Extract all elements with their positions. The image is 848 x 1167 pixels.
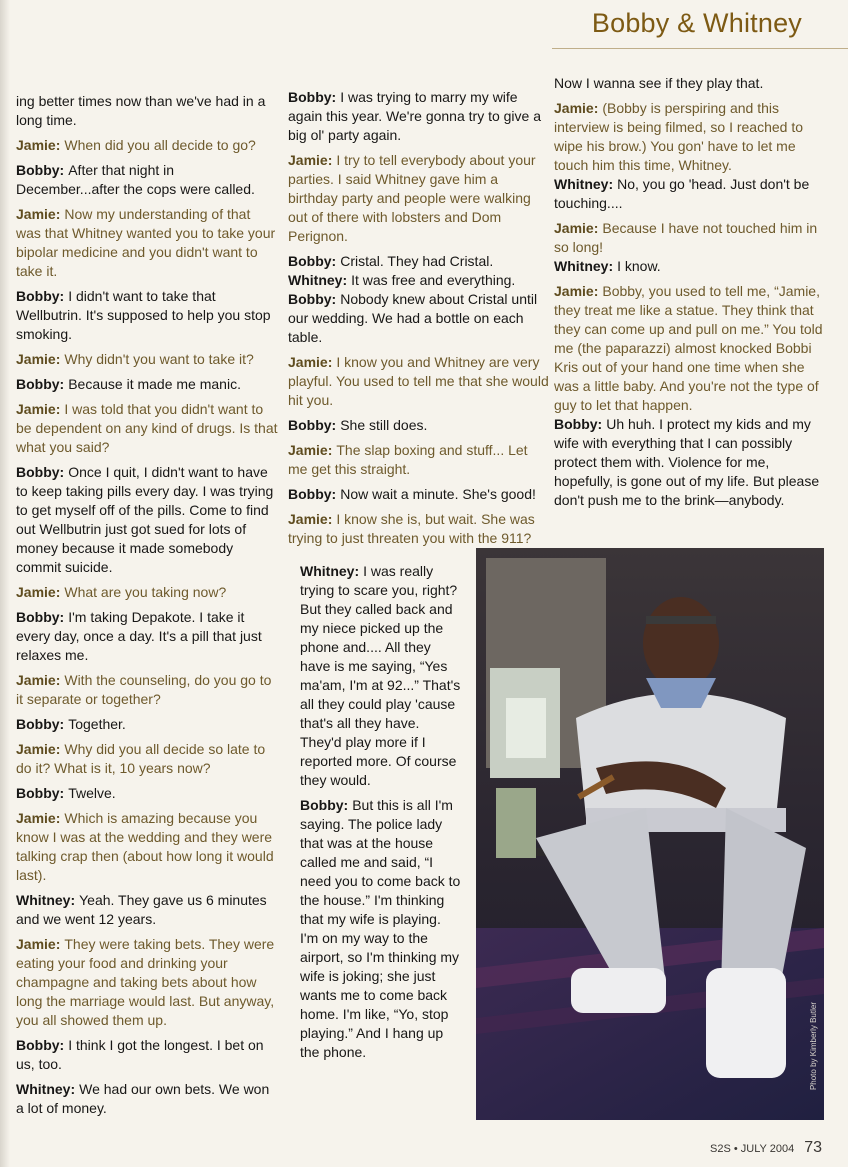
interview-entry <box>288 271 550 290</box>
entry-text: Twelve. <box>68 785 116 801</box>
photo-illustration <box>476 548 824 1120</box>
interview-entry <box>554 415 824 510</box>
speaker-label: Bobby: <box>16 609 65 625</box>
page-edge <box>0 0 10 1167</box>
interview-entry <box>16 205 278 281</box>
entry-text: Bobby, you used to tell me, “Jamie, they treat me like a statue. They think that they can come up and pull on me.” You told me (the paparazzi) almost knocked Bobbi Kris out of your hand one time when she was a little baby. And you're not the type of guy to let that happen. <box>554 283 823 413</box>
entry-text: Together. <box>68 716 126 732</box>
interview-entry <box>16 136 278 155</box>
interview-entry <box>288 151 550 246</box>
interview-entry <box>288 290 550 347</box>
interview-entry <box>288 510 550 548</box>
speaker-label: Bobby: <box>16 376 65 392</box>
interview-entry <box>554 282 824 415</box>
speaker-label: Bobby: <box>300 797 349 813</box>
entry-text: When did you all decide to go? <box>64 137 256 153</box>
interview-entry <box>16 608 278 665</box>
interview-entry <box>16 463 278 577</box>
interview-entry <box>16 1036 278 1074</box>
entry-text: I was really trying to scare you, right? But they called back and my niece picked up the phone and.... All they have is me saying, “Yes ma'am, I'm at 92...” That's all they could play 'cause that's all they have. They'd play more if I reported more. Of course they would. <box>300 563 461 788</box>
title-rule <box>552 48 848 49</box>
speaker-label: Whitney: <box>16 1081 76 1097</box>
interview-entry <box>554 257 824 276</box>
entry-text: (Bobby is perspiring and this interview is being filmed, so I reached to wipe his brow.) You gon' have to let me touch him this time, Whitney. <box>554 100 804 173</box>
entry-text: I didn't want to take that Wellbutrin. It's supposed to help you stop smoking. <box>16 288 271 342</box>
entry-text: Why didn't you want to take it? <box>64 351 254 367</box>
interview-entry <box>16 784 278 803</box>
photo-credit: Photo by Kimberly Butler <box>809 1001 818 1090</box>
page-number: 73 <box>804 1139 822 1156</box>
interview-entry <box>288 88 550 145</box>
entry-text: Because it made me manic. <box>68 376 241 392</box>
entry-text: But this is all I'm saying. The police lady that was at the house called me and said, “I need you to come back to the house.” I'm thinking that my wife is playing. I'm on my way to the airport, so I'm thinking my wife is joking; she just wants me to come back home. I'm like, “Yo, stop playing.” And I hang up the phone. <box>300 797 461 1060</box>
speaker-label: Whitney: <box>554 176 614 192</box>
entry-text: Now my understanding of that was that Whitney wanted you to take your bipolar medicine and you didn't want to take it. <box>16 206 276 279</box>
interview-entry <box>16 740 278 778</box>
entry-text: They were taking bets. They were eating your food and drinking your champagne and taking bets about how long the marriage would last. But anyway, you all showed them up. <box>16 936 275 1028</box>
interview-entry <box>16 350 278 369</box>
column-2-narrow <box>300 562 462 1068</box>
interview-entry <box>16 161 278 199</box>
speaker-label: Bobby: <box>288 89 337 105</box>
interview-entry <box>288 441 550 479</box>
entry-text: What are you taking now? <box>64 584 227 600</box>
entry-text: Now I wanna see if they play that. <box>554 75 764 91</box>
speaker-label: Jamie: <box>16 810 61 826</box>
speaker-label: Bobby: <box>16 162 65 178</box>
entry-text: I think I got the longest. I bet on us, too. <box>16 1037 264 1072</box>
entry-text: ing better times now than we've had in a long time. <box>16 93 266 128</box>
speaker-label: Jamie: <box>288 511 333 527</box>
section-title: Bobby & Whitney <box>591 8 802 38</box>
speaker-label: Jamie: <box>16 936 61 952</box>
interview-entry <box>16 375 278 394</box>
interview-entry <box>288 252 550 271</box>
speaker-label: Jamie: <box>16 741 61 757</box>
column-1 <box>16 92 278 1124</box>
speaker-label: Jamie: <box>554 100 599 116</box>
interview-entry <box>16 891 278 929</box>
entry-text: I'm taking Depakote. I take it every day, once a day. It's a pill that just relaxes me. <box>16 609 262 663</box>
speaker-label: Bobby: <box>554 416 603 432</box>
interview-entry <box>16 400 278 457</box>
interview-photo <box>476 548 824 1120</box>
speaker-label: Bobby: <box>16 716 65 732</box>
interview-entry <box>16 935 278 1030</box>
entry-text: We had our own bets. We won a lot of money. <box>16 1081 270 1116</box>
speaker-label: Bobby: <box>16 288 65 304</box>
interview-entry <box>16 715 278 734</box>
entry-text: I know you and Whitney are very playful. You used to tell me that she would hit you. <box>288 354 549 408</box>
entry-text: I was trying to marry my wife again this year. We're gonna try to give a big ol' party again. <box>288 89 542 143</box>
entry-text: I was told that you didn't want to be dependent on any kind of drugs. Is that what you said? <box>16 401 278 455</box>
entry-text: Which is amazing because you know I was at the wedding and they were talking crap then (about how long it would last). <box>16 810 274 883</box>
entry-text: She still does. <box>340 417 428 433</box>
speaker-label: Bobby: <box>16 785 65 801</box>
interview-entry <box>300 562 462 790</box>
interview-entry <box>16 287 278 344</box>
speaker-label: Whitney: <box>288 272 348 288</box>
interview-entry <box>288 353 550 410</box>
entry-text: Nobody knew about Cristal until our wedding. We had a bottle on each table. <box>288 291 538 345</box>
speaker-label: Whitney: <box>300 563 360 579</box>
entry-text: It was free and everything. <box>351 272 516 288</box>
speaker-label: Bobby: <box>288 291 337 307</box>
entry-text: After that night in December...after the cops were called. <box>16 162 255 197</box>
speaker-label: Jamie: <box>288 442 333 458</box>
speaker-label: Bobby: <box>288 486 337 502</box>
interview-entry <box>554 99 824 175</box>
entry-text: Because I have not touched him in so long! <box>554 220 818 255</box>
entry-text: The slap boxing and stuff... Let me get this straight. <box>288 442 528 477</box>
entry-text: Once I quit, I didn't want to have to keep taking pills every day. I was trying to get myself off of the pills. Come to find out Wellbutrin just got sued for lots of money because it made somebody commit suicide. <box>16 464 274 575</box>
speaker-label: Jamie: <box>554 283 599 299</box>
interview-entry <box>288 416 550 435</box>
entry-text: With the counseling, do you go to it separate or together? <box>16 672 272 707</box>
interview-entry <box>288 485 550 504</box>
entry-text: Why did you all decide so late to do it? What is it, 10 years now? <box>16 741 266 776</box>
speaker-label: Whitney: <box>554 258 614 274</box>
speaker-label: Bobby: <box>288 417 337 433</box>
interview-entry <box>554 74 824 93</box>
speaker-label: Bobby: <box>288 253 337 269</box>
entry-text: Yeah. They gave us 6 minutes and we went 12 years. <box>16 892 267 927</box>
interview-entry <box>16 1080 278 1118</box>
publication-label: S2S • JULY 2004 <box>710 1143 795 1155</box>
entry-text: Cristal. They had Cristal. <box>340 253 494 269</box>
interview-entry <box>554 219 824 257</box>
interview-entry <box>16 583 278 602</box>
speaker-label: Jamie: <box>16 137 61 153</box>
speaker-label: Bobby: <box>16 1037 65 1053</box>
speaker-label: Jamie: <box>288 354 333 370</box>
speaker-label: Jamie: <box>16 584 61 600</box>
entry-text: No, you go 'head. Just don't be touching.... <box>554 176 810 211</box>
speaker-label: Whitney: <box>16 892 76 908</box>
entry-text: Uh huh. I protect my kids and my wife with everything that I can possibly protect them with. Violence for me, hopefully, is gone out of my life. But please don't push me to the brink—anybody. <box>554 416 820 508</box>
speaker-label: Jamie: <box>16 206 61 222</box>
interview-entry <box>300 796 462 1062</box>
column-2 <box>288 88 550 554</box>
page-footer <box>710 1139 822 1157</box>
column-3 <box>554 74 824 516</box>
speaker-label: Jamie: <box>16 351 61 367</box>
interview-entry <box>554 175 824 213</box>
interview-entry <box>16 809 278 885</box>
entry-text: Now wait a minute. She's good! <box>340 486 536 502</box>
speaker-label: Jamie: <box>288 152 333 168</box>
entry-text: I know she is, but wait. She was trying to just threaten you with the 911? <box>288 511 535 546</box>
interview-entry <box>16 92 278 130</box>
entry-text: I know. <box>617 258 661 274</box>
speaker-label: Bobby: <box>16 464 65 480</box>
interview-entry <box>16 671 278 709</box>
speaker-label: Jamie: <box>16 401 61 417</box>
speaker-label: Jamie: <box>16 672 61 688</box>
speaker-label: Jamie: <box>554 220 599 236</box>
entry-text: I try to tell everybody about your parties. I said Whitney gave him a birthday party and people were walking out of there with lobsters and Dom Perignon. <box>288 152 536 244</box>
